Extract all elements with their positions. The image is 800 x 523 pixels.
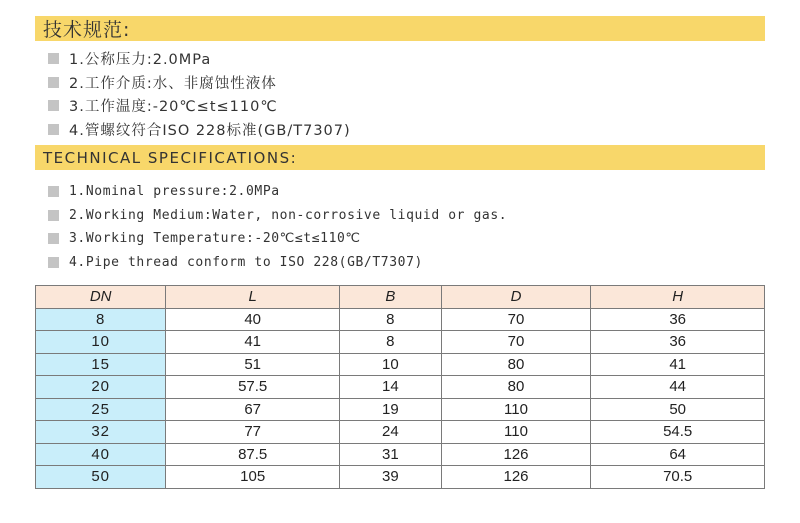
table-cell: 24 (339, 421, 441, 444)
table-cell: 54.5 (591, 421, 765, 444)
cn-spec-item-text: 3.工作温度:-20℃≤t≤110℃ (69, 99, 278, 116)
table-cell: 64 (591, 443, 765, 466)
table-cell: 70.5 (591, 466, 765, 489)
en-spec-item (48, 227, 507, 251)
table-cell-dn: 50 (36, 466, 166, 489)
en-section-title (35, 145, 765, 170)
table-row (36, 443, 765, 466)
en-spec-item (48, 180, 507, 204)
bullet-square-icon (48, 210, 59, 221)
en-spec-item-text: 4.Pipe thread conform to ISO 228(GB/T7307) (69, 254, 423, 270)
table-cell: 40 (166, 308, 340, 331)
table-cell: 41 (166, 331, 340, 354)
column-header: B (339, 286, 441, 309)
table-cell: 57.5 (166, 376, 340, 399)
column-header: L (166, 286, 340, 309)
table-cell: 14 (339, 376, 441, 399)
en-spec-item-text: 1.Nominal pressure:2.0MPa (69, 184, 280, 200)
table-cell: 126 (441, 466, 591, 489)
table-header-row (36, 286, 765, 309)
table-cell-dn: 25 (36, 398, 166, 421)
bullet-square-icon (48, 100, 59, 111)
table-cell: 80 (441, 376, 591, 399)
cn-section-title-text: 技术规范: (43, 19, 131, 41)
bullet-square-icon (48, 77, 59, 88)
cn-spec-item (48, 47, 351, 71)
table-cell: 36 (591, 308, 765, 331)
table-cell: 80 (441, 353, 591, 376)
table-cell: 8 (339, 331, 441, 354)
table-cell: 50 (591, 398, 765, 421)
table-cell: 51 (166, 353, 340, 376)
table-cell: 44 (591, 376, 765, 399)
table-row (36, 331, 765, 354)
table-row (36, 376, 765, 399)
table-cell: 105 (166, 466, 340, 489)
table-cell-dn: 10 (36, 331, 166, 354)
table-cell: 36 (591, 331, 765, 354)
table-cell-dn: 20 (36, 376, 166, 399)
table-cell: 67 (166, 398, 340, 421)
table-cell: 41 (591, 353, 765, 376)
table-row (36, 353, 765, 376)
table-cell: 19 (339, 398, 441, 421)
bullet-square-icon (48, 124, 59, 135)
cn-spec-item-text: 4.管螺纹符合ISO 228标准(GB/T7307) (69, 122, 351, 139)
en-spec-item-text: 3.Working Temperature:-20℃≤t≤110℃ (69, 231, 361, 247)
column-header: H (591, 286, 765, 309)
cn-spec-item (48, 94, 351, 118)
cn-spec-item-text: 1.公称压力:2.0MPa (69, 52, 212, 69)
cn-spec-item-text: 2.工作介质:水、非腐蚀性液体 (69, 75, 277, 92)
cn-spec-item (48, 118, 351, 142)
table-row (36, 421, 765, 444)
cn-section-title (35, 16, 765, 41)
en-section-title-text: TECHNICAL SPECIFICATIONS: (43, 148, 298, 167)
table-cell-dn: 15 (36, 353, 166, 376)
table-row (36, 308, 765, 331)
en-spec-item (48, 251, 507, 275)
table-row (36, 398, 765, 421)
en-spec-item (48, 204, 507, 228)
table-cell-dn: 40 (36, 443, 166, 466)
bullet-square-icon (48, 186, 59, 197)
column-header: DN (36, 286, 166, 309)
table-cell: 70 (441, 308, 591, 331)
dimension-table (35, 285, 765, 489)
cn-spec-item (48, 71, 351, 95)
bullet-square-icon (48, 257, 59, 268)
table-row (36, 466, 765, 489)
column-header: D (441, 286, 591, 309)
table-cell: 110 (441, 421, 591, 444)
table-cell: 39 (339, 466, 441, 489)
table-cell: 70 (441, 331, 591, 354)
cn-spec-list (48, 47, 351, 141)
table-cell-dn: 32 (36, 421, 166, 444)
en-spec-list (48, 180, 507, 274)
en-spec-item-text: 2.Working Medium:Water, non-corrosive liquid or gas. (69, 207, 508, 223)
table-cell-dn: 8 (36, 308, 166, 331)
bullet-square-icon (48, 53, 59, 64)
table-cell: 110 (441, 398, 591, 421)
table-cell: 77 (166, 421, 340, 444)
table-cell: 31 (339, 443, 441, 466)
table-cell: 126 (441, 443, 591, 466)
bullet-square-icon (48, 233, 59, 244)
table-cell: 10 (339, 353, 441, 376)
table-cell: 8 (339, 308, 441, 331)
table-cell: 87.5 (166, 443, 340, 466)
